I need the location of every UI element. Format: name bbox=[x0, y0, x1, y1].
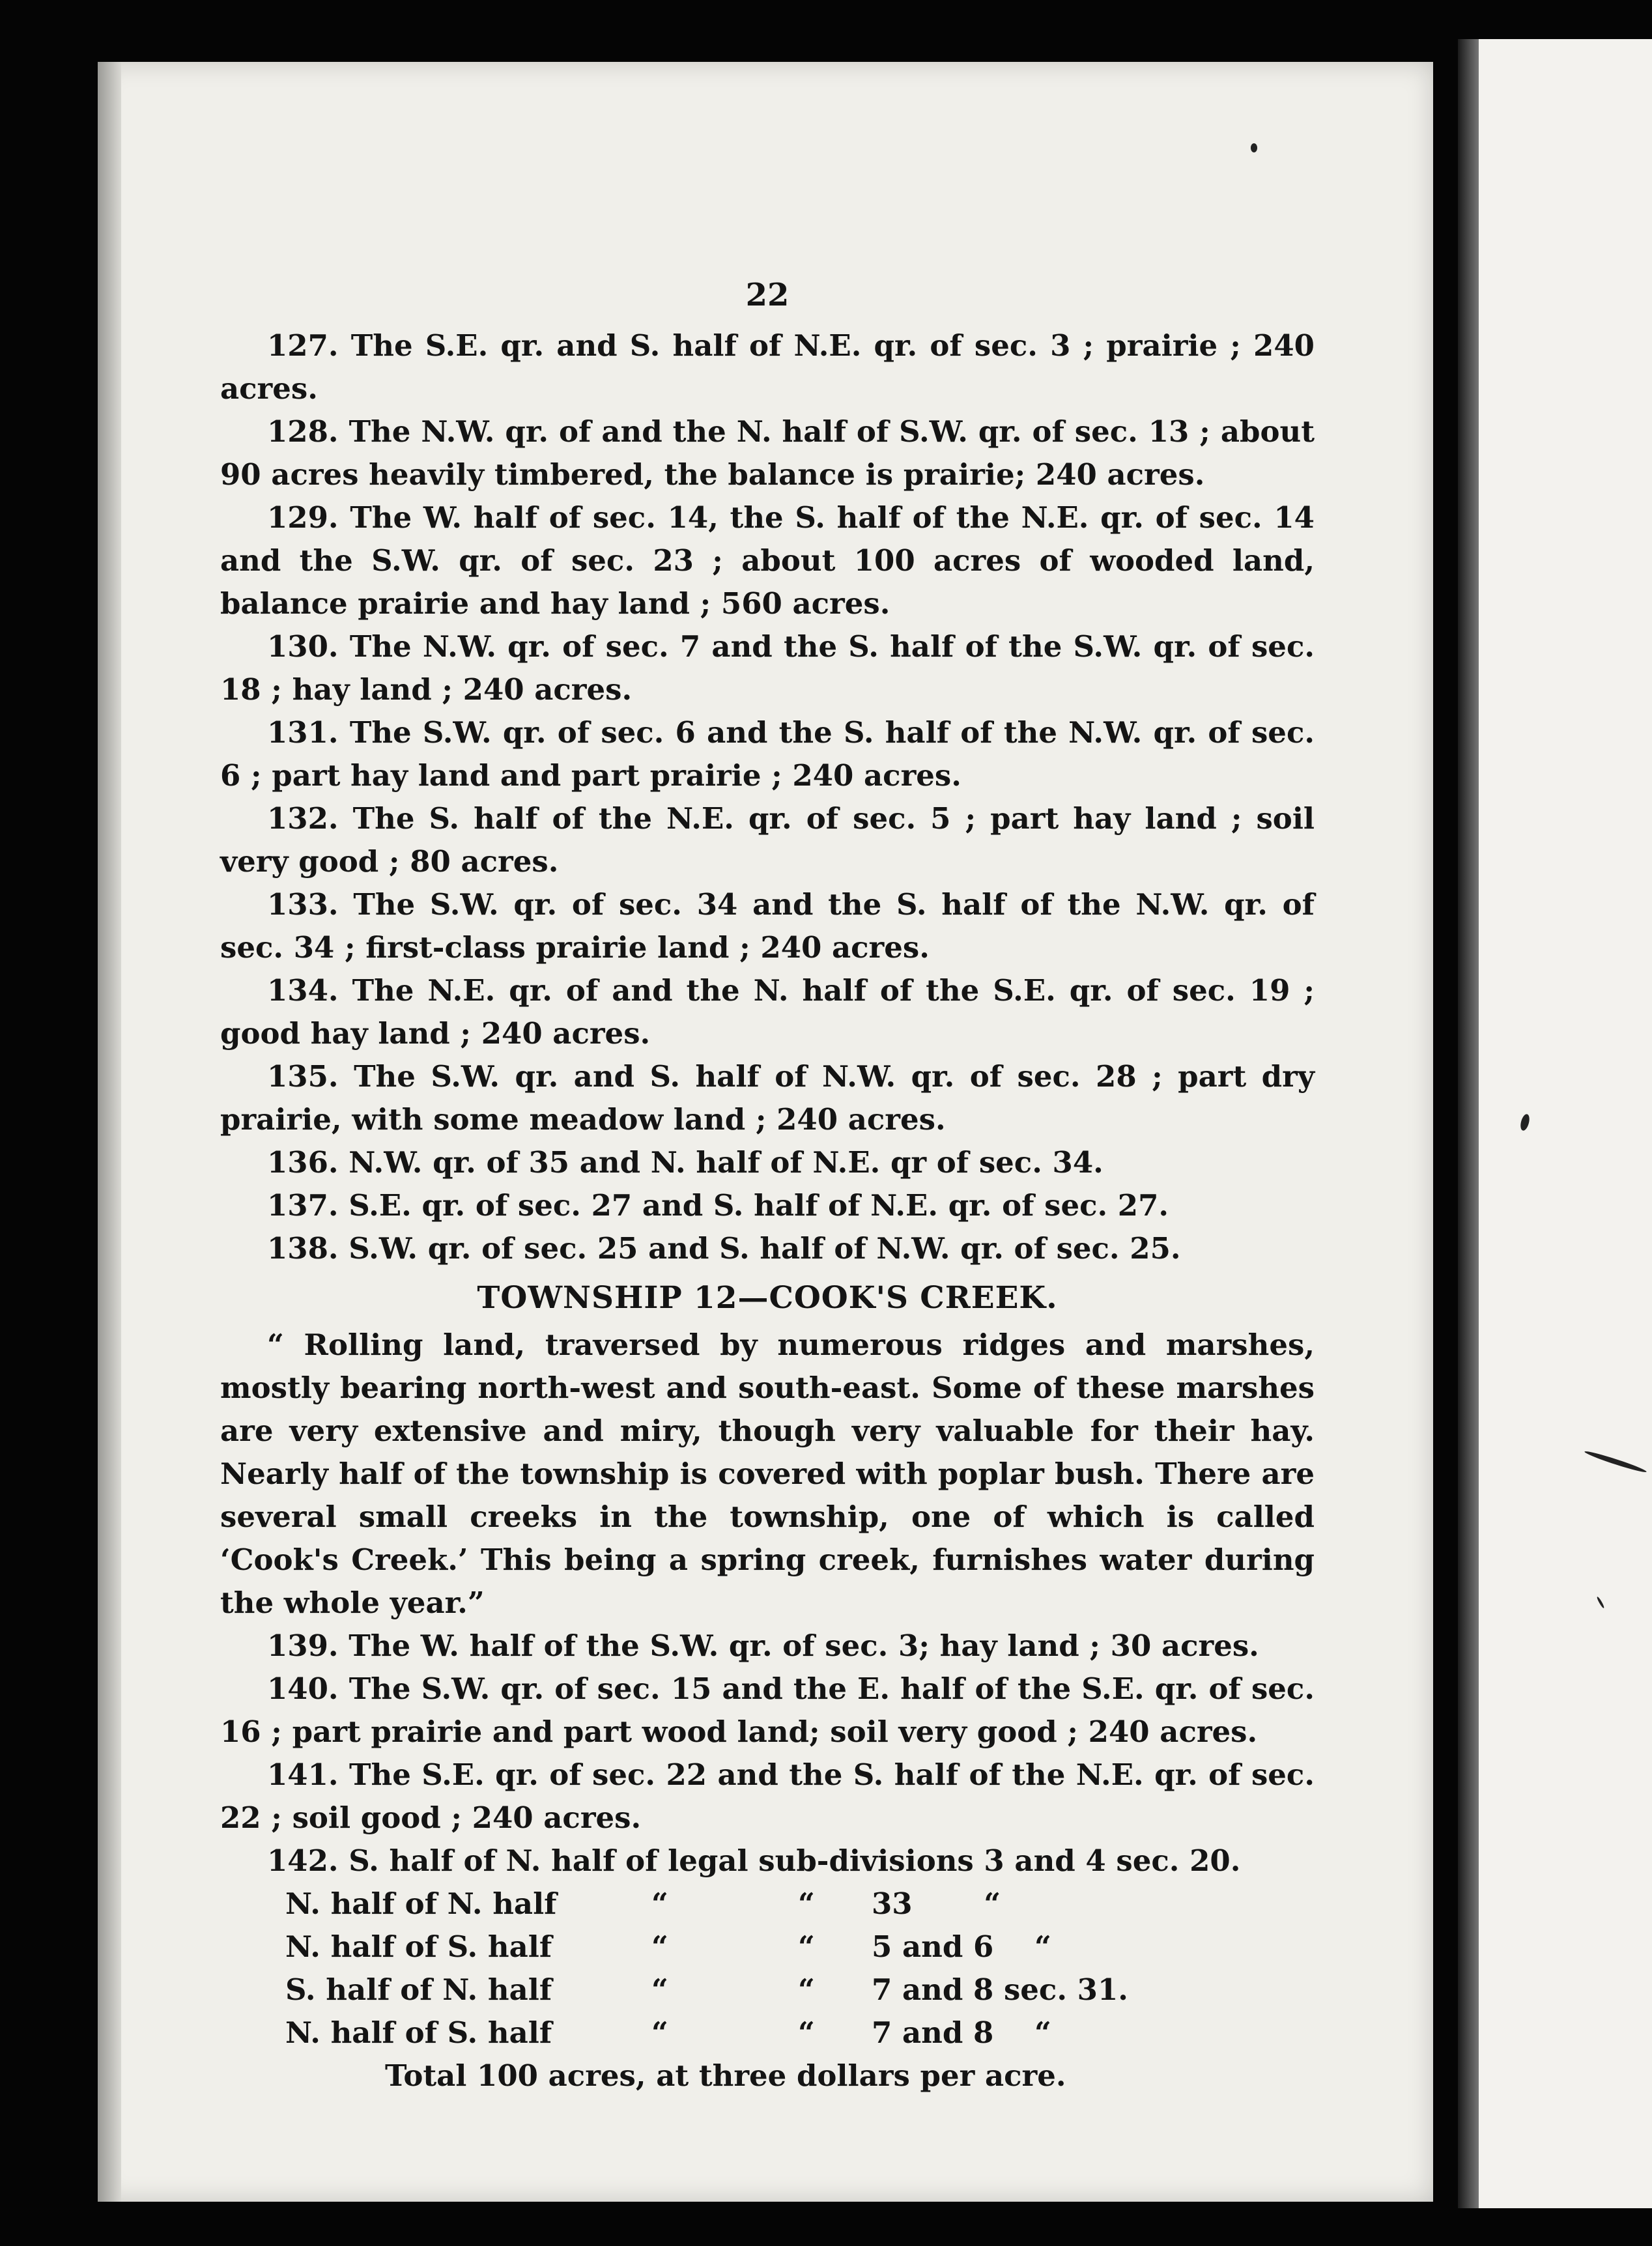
subdivision-row bbox=[220, 2011, 1315, 2054]
ditto-mark: “ bbox=[798, 1886, 815, 1921]
ink-speck bbox=[1251, 143, 1257, 152]
subdivision-lot bbox=[872, 2011, 1315, 2054]
ditto-mark: “ bbox=[651, 1929, 668, 1964]
ditto-mark: “ bbox=[651, 1886, 668, 1921]
ditto-mark: “ bbox=[1034, 1929, 1051, 1964]
subdivision-lot bbox=[872, 1926, 1315, 1969]
subdivision-row bbox=[220, 1926, 1315, 1969]
subdivision-part: N. half of N. half bbox=[285, 1886, 557, 1921]
entry-142-total: Total 100 acres, at three dollars per acre. bbox=[385, 2058, 1066, 2093]
entry-128 bbox=[220, 410, 1315, 496]
entry-text: The W. half of sec. 14, the S. half of the N.E. qr. of sec. 14 and the S.W. qr. of sec. 23 ; about 100 acres of wooded land, balance prairie and hay land ; 560 acres. bbox=[220, 500, 1315, 621]
adjacent-page-edge bbox=[1458, 39, 1479, 2208]
entry-137 bbox=[220, 1184, 1315, 1227]
subdivision-lot bbox=[872, 1883, 1315, 1926]
subdivision-lot bbox=[872, 1969, 1315, 2011]
entry-number: 136. bbox=[267, 1145, 339, 1180]
entry-number: 130. bbox=[267, 629, 339, 664]
entry-133 bbox=[220, 883, 1315, 969]
entry-text: The S.W. qr. and S. half of N.W. qr. of sec. 28 ; part dry prairie, with some meadow land ; 240 acres. bbox=[220, 1059, 1315, 1137]
entries-list-a bbox=[220, 324, 1315, 1270]
entry-130 bbox=[220, 625, 1315, 711]
entry-number: 129. bbox=[267, 500, 339, 535]
entry-text: The S.E. qr. and S. half of N.E. qr. of sec. 3 ; prairie ; 240 acres. bbox=[220, 328, 1315, 406]
entry-140 bbox=[220, 1668, 1315, 1754]
entry-138 bbox=[220, 1227, 1315, 1270]
subdivision-part: N. half of S. half bbox=[285, 2015, 552, 2050]
entry-number: 137. bbox=[267, 1188, 339, 1223]
subdivision-part: S. half of N. half bbox=[285, 1972, 552, 2007]
entry-text: The S.W. qr. of sec. 15 and the E. half of the S.E. qr. of sec. 16 ; part prairie and part wood land; soil very good ; 240 acres. bbox=[220, 1671, 1315, 1749]
ditto-mark: “ bbox=[984, 1886, 1001, 1921]
entries-list-b bbox=[220, 1625, 1315, 1840]
lot-number: 7 and 8 bbox=[872, 2015, 994, 2050]
entry-text: The N.E. qr. of and the N. half of the S.E. qr. of sec. 19 ; good hay land ; 240 acres. bbox=[220, 973, 1315, 1051]
entry-131 bbox=[220, 711, 1315, 797]
entry-142-first-line bbox=[220, 1840, 1315, 1883]
entry-number: 142. bbox=[267, 1843, 339, 1878]
entry-number: 140. bbox=[267, 1671, 339, 1706]
page-number: 22 bbox=[745, 277, 790, 313]
ditto-mark: “ bbox=[798, 1929, 815, 1964]
ditto-mark: “ bbox=[651, 1972, 668, 2007]
entry-141 bbox=[220, 1754, 1315, 1840]
entry-text: The W. half of the S.W. qr. of sec. 3; hay land ; 30 acres. bbox=[349, 1628, 1259, 1663]
entry-136 bbox=[220, 1141, 1315, 1184]
ditto-mark: “ bbox=[798, 2015, 815, 2050]
ditto-mark: “ bbox=[1034, 2015, 1051, 2050]
subdivision-row bbox=[220, 1969, 1315, 2011]
lot-number: 7 and 8 sec. 31. bbox=[872, 1972, 1128, 2007]
entry-text: The S. half of the N.E. qr. of sec. 5 ; part hay land ; soil very good ; 80 acres. bbox=[220, 801, 1315, 879]
entry-text: The S.W. qr. of sec. 6 and the S. half of the N.W. qr. of sec. 6 ; part hay land and part prairie ; 240 acres. bbox=[220, 715, 1315, 793]
page-text bbox=[220, 274, 1315, 2097]
entry-number: 139. bbox=[267, 1628, 339, 1663]
entry-135 bbox=[220, 1055, 1315, 1141]
ditto-mark: “ bbox=[651, 2015, 668, 2050]
entry-number: 135. bbox=[267, 1059, 339, 1094]
entry-text: The S.W. qr. of sec. 34 and the S. half of the N.W. qr. of sec. 34 ; first-class prairie land ; 240 acres. bbox=[220, 887, 1315, 965]
entry-number: 134. bbox=[267, 973, 339, 1008]
entry-text: N.W. qr. of 35 and N. half of N.E. qr of sec. 34. bbox=[349, 1145, 1104, 1180]
adjacent-page bbox=[1479, 39, 1652, 2208]
entry-127 bbox=[220, 324, 1315, 410]
township-heading: TOWNSHIP 12—COOK'S CREEK. bbox=[477, 1280, 1058, 1316]
entry-129 bbox=[220, 496, 1315, 625]
subdivision-part: S. half of N. half of legal sub-divisions 3 and 4 sec. 20. bbox=[349, 1843, 1241, 1878]
entry-number: 127. bbox=[267, 328, 339, 363]
entry-132 bbox=[220, 797, 1315, 883]
subdivision-part: N. half of S. half bbox=[285, 1929, 552, 1964]
entry-text: The N.W. qr. of and the N. half of S.W. qr. of sec. 13 ; about 90 acres heavily timbered, the balance is prairie; 240 acres. bbox=[220, 414, 1315, 492]
entry-number: 133. bbox=[267, 887, 339, 922]
entry-number: 138. bbox=[267, 1231, 339, 1266]
entry-number: 132. bbox=[267, 801, 339, 836]
entry-text: The N.W. qr. of sec. 7 and the S. half of the S.W. qr. of sec. 18 ; hay land ; 240 acres. bbox=[220, 629, 1315, 707]
subdivision-row bbox=[220, 1883, 1315, 1926]
entry-text: The S.E. qr. of sec. 22 and the S. half of the N.E. qr. of sec. 22 ; soil good ; 240 acres. bbox=[220, 1757, 1315, 1835]
entry-134 bbox=[220, 969, 1315, 1055]
entry-number: 128. bbox=[267, 414, 339, 449]
entry-text: S.W. qr. of sec. 25 and S. half of N.W. qr. of sec. 25. bbox=[349, 1231, 1181, 1266]
entry-number: 131. bbox=[267, 715, 339, 750]
township-description: “ Rolling land, traversed by numerous ridges and marshes, mostly bearing north-west and south-east. Some of these marshes are very extensive and miry, though very valuable for their hay. Nearly half of the township is covered with poplar bush. There are several small creeks in the township, one of which is called ‘Cook's Creek.’ This being a spring creek, furnishes water during the whole year.” bbox=[220, 1328, 1315, 1620]
entry-142 bbox=[220, 1840, 1315, 2097]
lot-number: 5 and 6 bbox=[872, 1929, 994, 1964]
entry-139 bbox=[220, 1625, 1315, 1668]
entry-text: S.E. qr. of sec. 27 and S. half of N.E. qr. of sec. 27. bbox=[349, 1188, 1169, 1223]
lot-number: 33 bbox=[872, 1886, 913, 1921]
entry-number: 141. bbox=[267, 1757, 339, 1792]
ditto-mark: “ bbox=[798, 1972, 815, 2007]
